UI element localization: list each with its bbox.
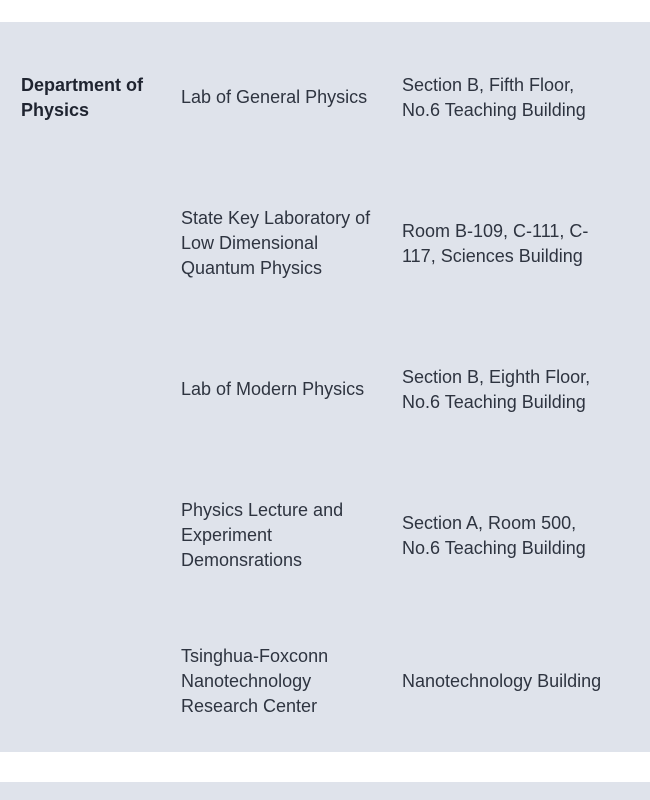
lab-location bbox=[402, 219, 632, 269]
lab-location-line: No.6 Teaching Building bbox=[402, 538, 586, 558]
lab-location-line: No.6 Teaching Building bbox=[402, 392, 586, 412]
lab-name-line: Research Center bbox=[181, 696, 318, 716]
department-name-line: Physics bbox=[21, 100, 90, 120]
lab-row bbox=[0, 72, 650, 124]
department-name-line: Department of bbox=[21, 75, 144, 95]
lab-name-line: Experiment bbox=[181, 525, 273, 545]
lab-name-line: Quantum Physics bbox=[181, 258, 323, 278]
lab-name-line: Tsinghua-Foxconn bbox=[181, 646, 329, 666]
lab-row bbox=[0, 365, 650, 417]
lab-name bbox=[181, 644, 386, 719]
lab-name-line: Lab of General Physics bbox=[181, 87, 368, 107]
lab-row bbox=[0, 498, 650, 578]
lab-name-line: Physics Lecture and bbox=[181, 500, 344, 520]
lab-location-line: Section B, Fifth Floor, bbox=[402, 75, 575, 95]
lab-location-line: Section B, Eighth Floor, bbox=[402, 367, 591, 387]
lab-name bbox=[181, 498, 386, 573]
lab-row bbox=[0, 206, 650, 286]
lab-name-line: Lab of Modern Physics bbox=[181, 379, 365, 399]
lab-row bbox=[0, 644, 650, 724]
lab-name-line: Nanotechnology bbox=[181, 671, 312, 691]
lab-name-line: Demonsrations bbox=[181, 550, 303, 570]
lab-name bbox=[181, 206, 386, 281]
lab-name bbox=[181, 377, 386, 402]
lab-name-line: Low Dimensional bbox=[181, 233, 319, 253]
lab-location-line: Nanotechnology Building bbox=[402, 671, 602, 691]
lab-location-line: No.6 Teaching Building bbox=[402, 100, 586, 120]
lab-location bbox=[402, 73, 632, 123]
next-panel-edge bbox=[0, 782, 650, 800]
lab-location-line: Section A, Room 500, bbox=[402, 513, 577, 533]
lab-location bbox=[402, 669, 632, 694]
lab-name-line: State Key Laboratory of bbox=[181, 208, 371, 228]
lab-location bbox=[402, 365, 632, 415]
lab-location-line: 117, Sciences Building bbox=[402, 246, 583, 266]
lab-location bbox=[402, 511, 632, 561]
lab-name bbox=[181, 85, 386, 110]
lab-location-line: Room B-109, C-111, C- bbox=[402, 221, 589, 241]
